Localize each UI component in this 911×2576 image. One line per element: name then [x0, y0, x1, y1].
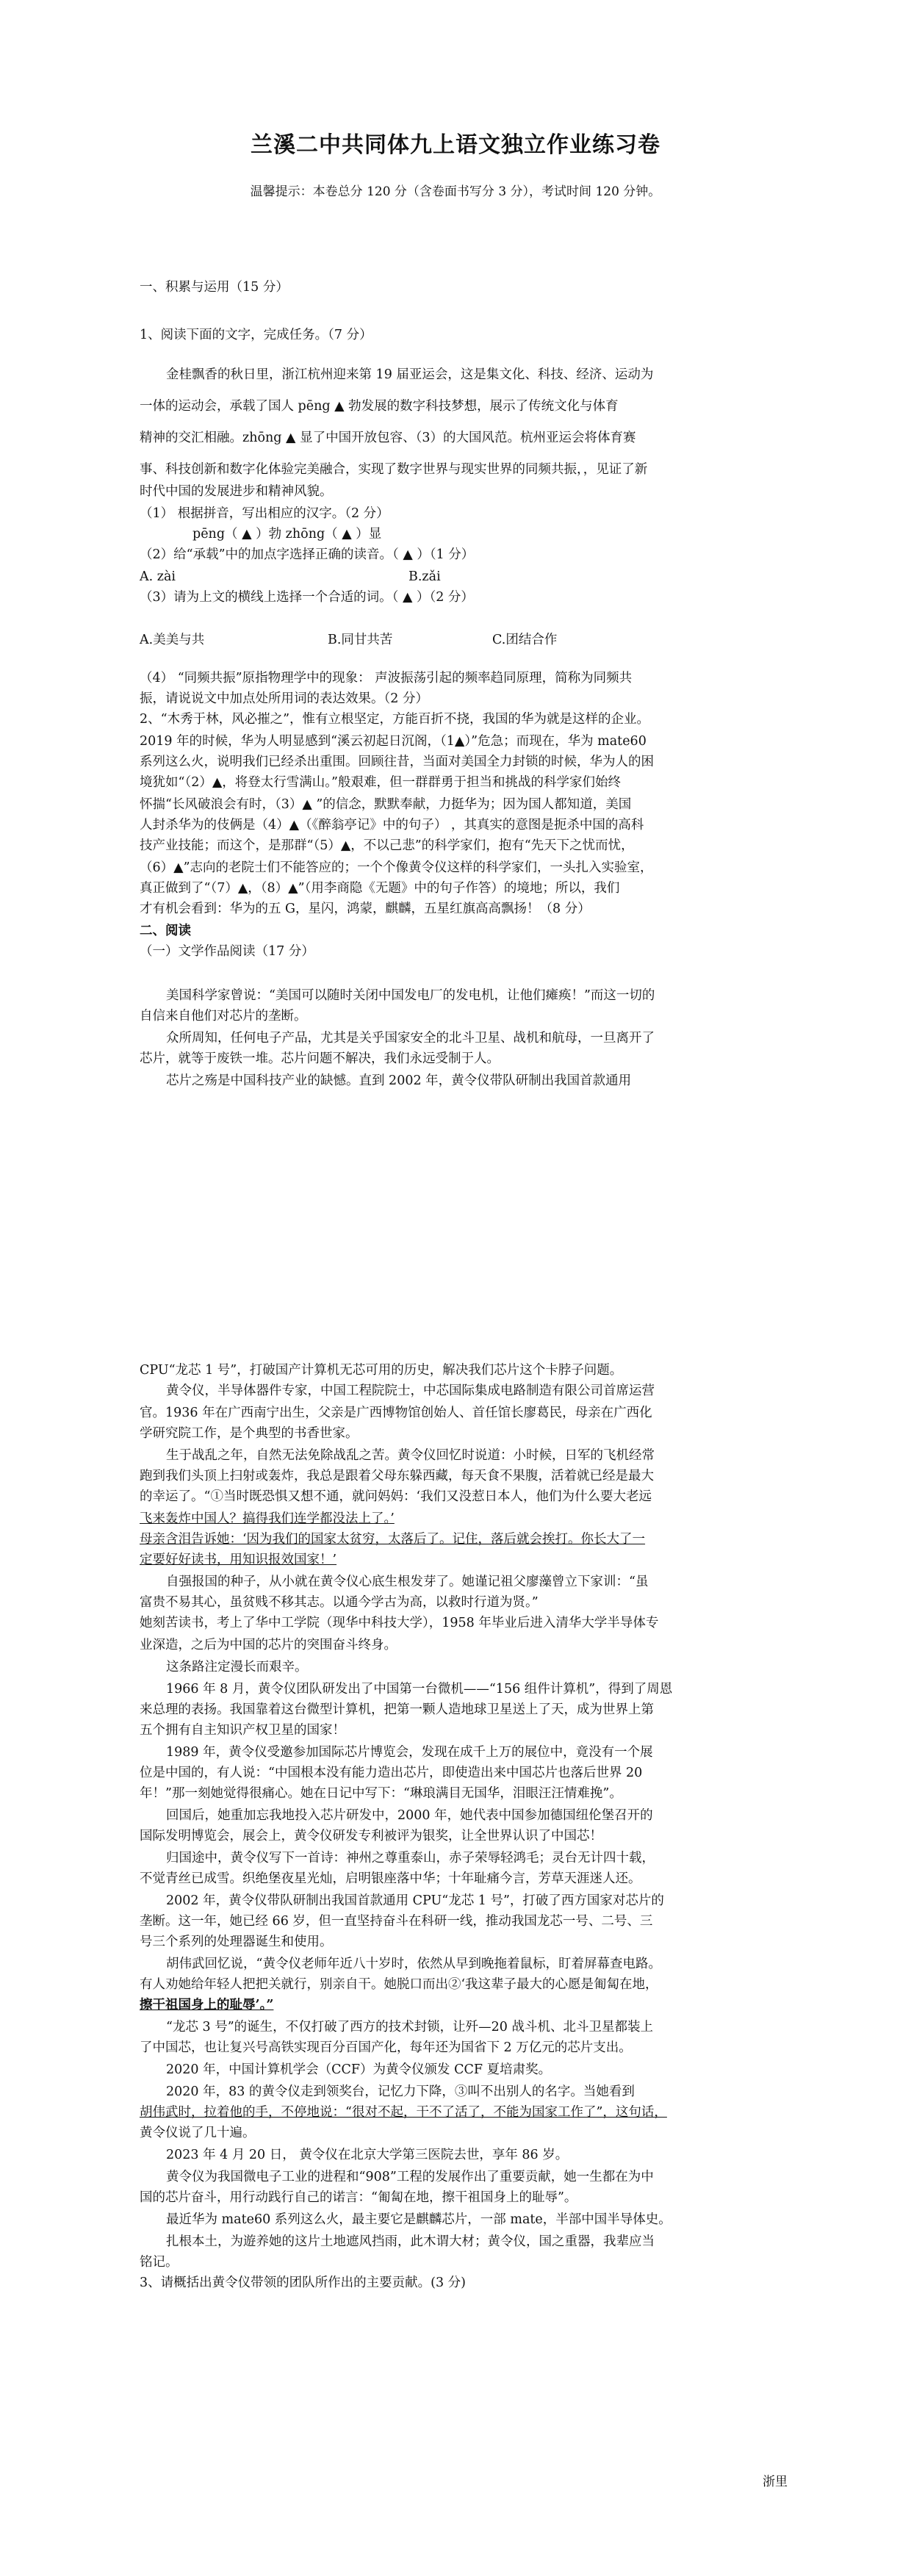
reading-line: 美国科学家曾说：“美国可以随时关闭中国发电厂的发电机，让他们瘫痪！”而这一切的 [166, 988, 655, 1003]
question-text: 人封杀华为的伎俩是（4）▲（《醉翁亭记》中的句子） ，其真实的意图是扼杀中国的高科 [140, 818, 644, 832]
reading-line: 垄断。这一年，她已经 66 岁，但一直坚持奋斗在科研一线，推动我国龙芯一号、二号、三 [140, 1914, 653, 1929]
reading-line: 有人劝她给年轻人把把关就行，别亲自干。她脱口而出②‘我这辈子最大的心愿是匍匐在地， [140, 1977, 658, 1992]
passage-line: 时代中国的发展进步和精神风貌。 [140, 484, 333, 499]
reading-line: 1989 年，黄令仪受邀参加国际芯片博览会，发现在成千上万的展位中，竟没有一个展 [166, 1745, 653, 1760]
option-b: B.同甘共苦 [328, 633, 393, 647]
reading-line: 业深造，之后为中国的芯片的突围奋斗终身。 [140, 1638, 397, 1652]
answer-slots: pēng（ ▲ ）勃 zhōng（ ▲ ）显 [192, 527, 382, 542]
reading-line: 铭记。 [140, 2255, 179, 2270]
option-a: A.美美与共 [140, 633, 205, 647]
reading-line: 自强报国的种子，从小就在黄令仪心底生根发芽了。她谨记祖父廖藻曾立下家训：“虽 [166, 1575, 649, 1589]
question-text: 境犹如“（2）▲，将登太行雪满山。”般艰难，但一群群勇于担当和挑战的科学家们始终 [140, 775, 621, 790]
reading-line: 不觉青丝已成雪。织绝堡夜星光灿，启明银座落中华；十年耻痛今言，芳草天涯迷人还。 [140, 1871, 641, 1886]
reading-line: “龙芯 3 号”的诞生，不仅打破了西方的技术封锁，让歼—20 战斗机、北斗卫星都装上 [166, 2020, 653, 2034]
reading-line: 2020 年，83 的黄令仪走到领奖台，记忆力下降，③叫不出别人的名字。当她看到 [166, 2084, 635, 2099]
reading-line: 回国后，她重加忘我地投入芯片研发中，2000 年，她代表中国参加德国纽伦堡召开的 [166, 1808, 653, 1823]
reading-line: 来总理的表扬。我国靠着这台微型计算机，把第一颗人造地球卫星送上了天，成为世界上第 [140, 1702, 654, 1717]
question-text: 系列这么火，说明我们已经杀出重围。回顾往昔，当面对美国全力封锁的时候，华为人的困 [140, 755, 654, 769]
reading-line: 芯片，就等于废铁一堆。芯片问题不解决，我们永远受制于人。 [140, 1051, 500, 1066]
question-text: 真正做到了“（7）▲，（8）▲”（用李商隐《无题》中的句子作答）的境地；所以，我们 [140, 881, 620, 896]
reading-line: 年！”那一刻她觉得很痛心。她在日记中写下：“琳琅满目无国华，泪眼汪汪情难挽”。 [140, 1786, 622, 1801]
reading-line: 她刻苦读书，考上了华中工学院（现华中科技大学），1958 年毕业后进入清华大学半导体专 [140, 1616, 659, 1630]
question-heading: 1、阅读下面的文字，完成任务。（7 分） [140, 328, 372, 342]
sub-question: 振，请说说文中加点处所用词的表达效果。（2 分） [140, 691, 428, 706]
sub-question: （2）给“承载”中的加点字选择正确的读音。（ ▲ ）（1 分） [140, 547, 475, 562]
question-text: 才有机会看到：华为的五 G，星闪，鸿蒙，麒麟，五星红旗高高飘扬！（8 分） [140, 902, 591, 916]
reading-line: 擦干祖国身上的耻辱’。” [140, 1998, 274, 2012]
section-heading: 二、阅读 [140, 924, 191, 938]
reading-line: 官。1936 年在广西南宁出生，父亲是广西博物馆创始人、首任馆长廖葛民，母亲在广西化 [140, 1406, 652, 1420]
reading-line: 归国途中，黄令仪写下一首诗：神州之尊重泰山，赤子荣辱轻鸿毛；灵台无计四十载， [166, 1851, 655, 1866]
reading-line: 了中国芯，也让复兴号高铁实现百分百国产化，每年还为国省下 2 万亿元的芯片支出。 [140, 2040, 632, 2055]
passage-line: 事、科技创新和数字化体验完美融合，实现了数字世界与现实世界的同频共振，，见证了新 [140, 462, 648, 477]
reading-line: 胡伟武回忆说，“黄令仪老师年近八十岁时，依然从早到晚拖着鼠标，盯着屏幕查电路。 [166, 1957, 661, 1971]
option-c: C.团结合作 [492, 633, 558, 647]
reading-line: 五个拥有自主知识产权卫星的国家！ [140, 1723, 345, 1738]
reading-line: CPU“龙芯 1 号”，打破国产计算机无芯可用的历史，解决我们芯片这个卡脖子问题。 [140, 1363, 623, 1378]
reading-line: 位是中国的，有人说：“中国根本没有能力造出芯片，即使造出来中国芯片也落后世界 20 [140, 1766, 643, 1780]
question-text: 3、请概括出黄令仪带领的团队所作出的主要贡献。(3 分) [140, 2275, 466, 2290]
reading-line: 国的芯片奋斗，用行动践行自己的诺言：“匍匐在地，擦干祖国身上的耻辱”。 [140, 2190, 577, 2205]
passage-line: 一体的运动会，承载了国人 pēng ▲ 勃发展的数字科技梦想，展示了传统文化与体育 [140, 399, 619, 414]
reading-line: 1966 年 8 月，黄令仪团队研发出了中国第一台微机——“156 组件计算机”，得到了周恩 [166, 1682, 673, 1697]
reading-line: 母亲含泪告诉她：‘因为我们的国家太贫穷，太落后了。记住，落后就会挨打。你长大了一 [140, 1532, 646, 1547]
reading-line: 2002 年，黄令仪带队研制出我国首款通用 CPU“龙芯 1 号”，打破了西方国家对芯片的 [166, 1893, 664, 1908]
question-text: 技产业技能；而这个，是那群“（5）▲，不以己悲”的科学家们，抱有“先天下之忧而忧， [140, 838, 634, 853]
sub-heading: （一）文学作品阅读（17 分） [140, 944, 314, 959]
reading-line: 跑到我们头顶上扫射或轰炸，我总是跟着父母东躲西藏，每天食不果腹，活着就已经是最大 [140, 1469, 654, 1483]
sub-question: （3）请为上文的横线上选择一个合适的词。（ ▲ ）（2 分） [140, 590, 474, 605]
reading-line: 学研究院工作，是个典型的书香世家。 [140, 1426, 359, 1441]
option-a: A. zài [140, 569, 176, 584]
reading-line: 胡伟武时，拉着他的手，不停地说：“很对不起，干不了活了，不能为国家工作了”，这句话， [140, 2105, 667, 2120]
question-text: 2019 年的时候，华为人明显感到“溪云初起日沉阁，（1▲）”危急；而现在，华为 mate60 [140, 734, 647, 749]
sub-question: （4） “同频共振”原指物理学中的现象： 声波振荡引起的频率趋同原理，简称为同频共 [140, 671, 633, 686]
sub-question: （1） 根据拼音，写出相应的汉字。（2 分） [140, 506, 389, 521]
reading-line: 定要好好读书，用知识报效国家！’ [140, 1553, 337, 1567]
notice-text: 温馨提示：本卷总分 120 分（含卷面书写分 3 分），考试时间 120 分钟。 [250, 184, 661, 199]
question-text: （6）▲”志向的老院士们不能答应的；一个个像黄令仪这样的科学家们，一头扎入实验室， [140, 860, 653, 875]
reading-line: 扎根本土，为遊养她的这片土地遮风挡雨，此木谓大材；黄令仪，国之重器，我辈应当 [166, 2234, 655, 2249]
reading-line: 这条路注定漫长而艰辛。 [166, 1660, 308, 1674]
reading-line: 自信来自他们对芯片的垄断。 [140, 1009, 307, 1023]
reading-line: 号三个系列的处理器诞生和使用。 [140, 1935, 333, 1949]
reading-line: 黄令仪为我国微电子工业的进程和“908”工程的发展作出了重要贡献，她一生都在为中 [166, 2170, 654, 2184]
reading-line: 众所周知，任何电子产品，尤其是关乎国家安全的北斗卫星、战机和航母，一旦离开了 [166, 1031, 655, 1046]
reading-line: 富贵不易其心，虽贫贱不移其志。以通今学古为高，以救时行道为贤。” [140, 1595, 539, 1610]
reading-line: 2020 年，中国计算机学会（CCF）为黄令仪颁发 CCF 夏培肃奖。 [166, 2062, 552, 2077]
reading-line: 2023 年 4 月 20 日， 黄令仪在北京大学第三医院去世，享年 86 岁。 [166, 2148, 569, 2162]
passage-line: 金桂飘香的秋日里，浙江杭州迎来第 19 届亚运会，这是集文化、科技、经济、运动为 [166, 367, 654, 382]
question-text: 怀揣“长风破浪会有时，（3）▲ ”的信念，默默奉献，力挺华为；因为国人都知道，美国 [140, 797, 632, 812]
reading-line: 飞来轰炸中国人？搞得我们连学都没法上了。’ [140, 1511, 395, 1526]
question-text: 2、“木秀于林，风必摧之”，惟有立根坚定，方能百折不挠，我国的华为就是这样的企业。 [140, 712, 650, 727]
reading-line: 黄令仪，半导体器件专家，中国工程院院士，中芯国际集成电路制造有限公司首席运营 [166, 1384, 655, 1398]
passage-line: 精神的交汇相融。zhōng ▲ 显了中国开放包容、（3）的大国风范。杭州亚运会将体育赛 [140, 431, 636, 445]
reading-line: 生于战乱之年，自然无法免除战乱之苦。黄令仪回忆时说道：小时候，日军的飞机经常 [166, 1448, 655, 1463]
reading-line: 的幸运了。“①当时既恐惧又想不通，就问妈妈：‘我们又没惹日本人，他们为什么要大老远 [140, 1489, 652, 1504]
reading-line: 最近华为 mate60 系列这么火，最主要它是麒麟芯片，一部 mate，半部中国半导体史。 [166, 2212, 671, 2227]
page-footer: 浙里 [763, 2475, 788, 2489]
section-heading: 一、积累与运用（15 分） [140, 280, 289, 295]
page-title: 兰溪二中共同体九上语文独立作业练习卷 [251, 132, 660, 158]
reading-line: 国际发明博览会，展会上，黄令仪研发专利被评为银奖，让全世界认识了中国芯！ [140, 1829, 602, 1843]
reading-line: 黄令仪说了几十遍。 [140, 2126, 256, 2140]
reading-line: 芯片之殇是中国科技产业的缺憾。直到 2002 年，黄令仪带队研制出我国首款通用 [166, 1073, 632, 1088]
option-b: B.zǎi [408, 569, 441, 584]
